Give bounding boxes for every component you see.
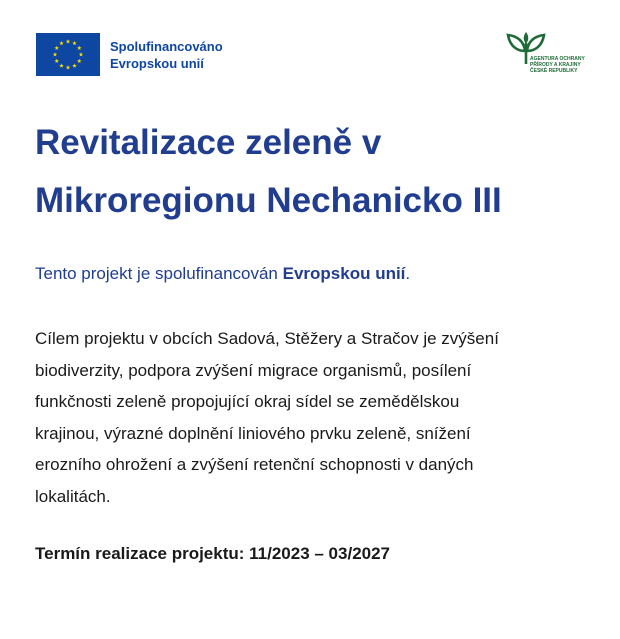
eu-logo-text-line2: Evropskou unií [110,55,204,71]
description-line: Cílem projektu v obcích Sadová, Stěžery a Stračov je zvýšení [35,329,499,348]
eu-cofinancing-logo [36,33,223,76]
page-title [35,114,595,230]
description-line: funkčnosti zeleně propojující okraj sídel se zemědělskou [35,392,460,411]
agency-logo-line1: AGENTURA OCHRANY [530,56,585,62]
description-line: biodiverzity, podpora zvýšení migrace organismů, posílení [35,360,472,380]
page-title-line2: Mikroregionu Nechanicko III [35,181,502,220]
cofinancing-prefix: Tento projekt je spolufinancován [35,264,283,283]
cofinancing-emphasis: Evropskou unií [282,264,406,283]
project-term: Termín realizace projektu: 11/2023 – 03/2027 [35,544,391,563]
cofinancing-statement [35,262,410,286]
cofinancing-suffix: . [405,264,411,283]
eu-logo-text-line1: Spolufinancováno [110,38,223,54]
agency-logo-text [530,56,586,74]
description-line: lokalitách. [35,486,111,506]
page-title-line1: Revitalizace zeleně v [35,123,382,162]
agency-logo [506,31,586,74]
eu-logo-text [110,38,223,72]
project-description [35,323,595,512]
description-line: krajinou, výrazné doplnění liniového prvku zeleně, snížení [35,423,471,443]
agency-logo-line2: PŘÍRODY A KRAJINY [530,62,581,68]
agency-logo-line3: ČESKÉ REPUBLIKY [530,68,578,74]
description-line: erozního ohrožení a zvýšení retenční schopnosti v daných [35,455,474,474]
eu-flag-icon [36,33,100,76]
